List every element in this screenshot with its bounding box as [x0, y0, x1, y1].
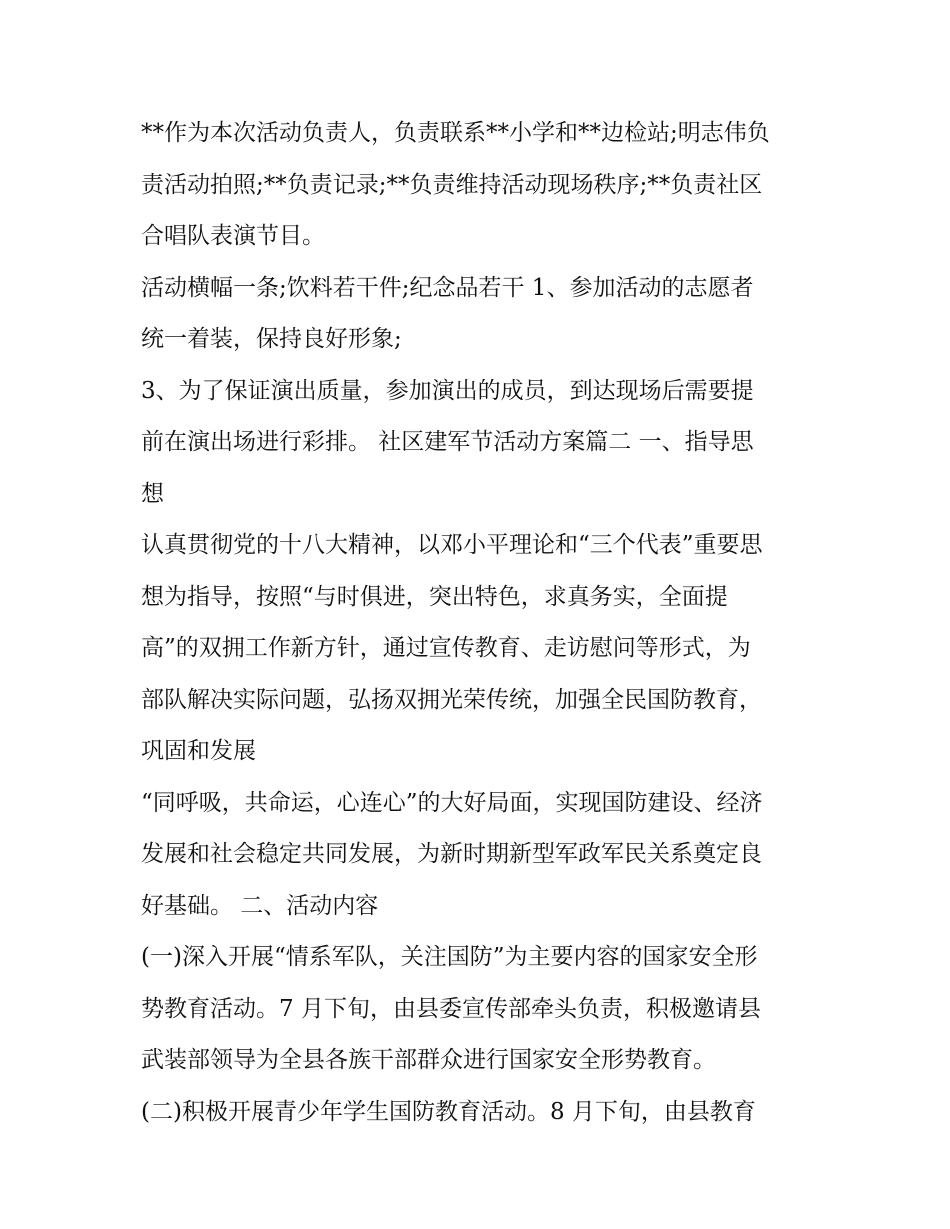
text-line: (二)积极开展青少年学生国防教育活动。8 月下旬，由县教育 — [141, 1098, 756, 1125]
text-line: 部队解决实际问题，弘扬双拥光荣传统，加强全民国防教育， — [141, 686, 762, 713]
text-line: 想 — [141, 480, 164, 507]
text-line: 3、为了保证演出质量，参加演出的成员，到达现场后需要提 — [141, 377, 754, 404]
text-line: 发展和社会稳定共同发展，为新时期新型军政军民关系奠定良 — [141, 841, 762, 867]
paragraph-development-goals — [141, 778, 821, 933]
paragraph-activity-two — [141, 1087, 821, 1139]
document-body — [141, 108, 821, 1138]
text-line: 认真贯彻党的十八大精神，以邓小平理论和“三个代表”重要思 — [141, 532, 763, 558]
text-line: 武装部领导为全县各族干部群众进行国家安全形势教育。 — [141, 1047, 716, 1073]
paragraph-rehearsal — [141, 366, 821, 521]
text-line: 高”的双拥工作新方针，通过宣传教育、走访慰问等形式，为 — [141, 635, 751, 661]
text-line: 势教育活动。7 月下旬，由县委宣传部牵头负责，积极邀请县 — [141, 995, 761, 1022]
text-line: 想为指导，按照“与时俱进，突出特色，求真务实，全面提 — [141, 583, 728, 610]
text-line: 活动横幅一条;饮料若干件;纪念品若干 1、参加活动的志愿者 — [141, 274, 754, 301]
text-line: 统一着装，保持良好形象; — [141, 326, 402, 352]
paragraph-guiding-ideology — [141, 520, 821, 778]
text-line: 责活动拍照;**负责记录;**负责维持活动现场秩序;**负责社区 — [141, 171, 763, 198]
text-line: 前在演出场进行彩排。 社区建军节活动方案篇二 一、指导思 — [141, 429, 754, 455]
text-line: “同呼吸，共命运，心连心”的大好局面，实现国防建设、经济 — [141, 789, 763, 816]
paragraph-materials — [141, 263, 821, 366]
text-line: 巩固和发展 — [141, 738, 256, 764]
text-line: **作为本次活动负责人，负责联系**小学和**边检站;明志伟负 — [141, 120, 770, 146]
text-line: 好基础。 二、活动内容 — [141, 892, 379, 919]
text-line: (一)深入开展“情系军队，关注国防”为主要内容的国家安全形 — [141, 944, 758, 970]
text-line: 合唱队表演节目。 — [141, 223, 325, 249]
paragraph-staff-responsibilities — [141, 108, 821, 263]
paragraph-activity-one — [141, 932, 821, 1087]
